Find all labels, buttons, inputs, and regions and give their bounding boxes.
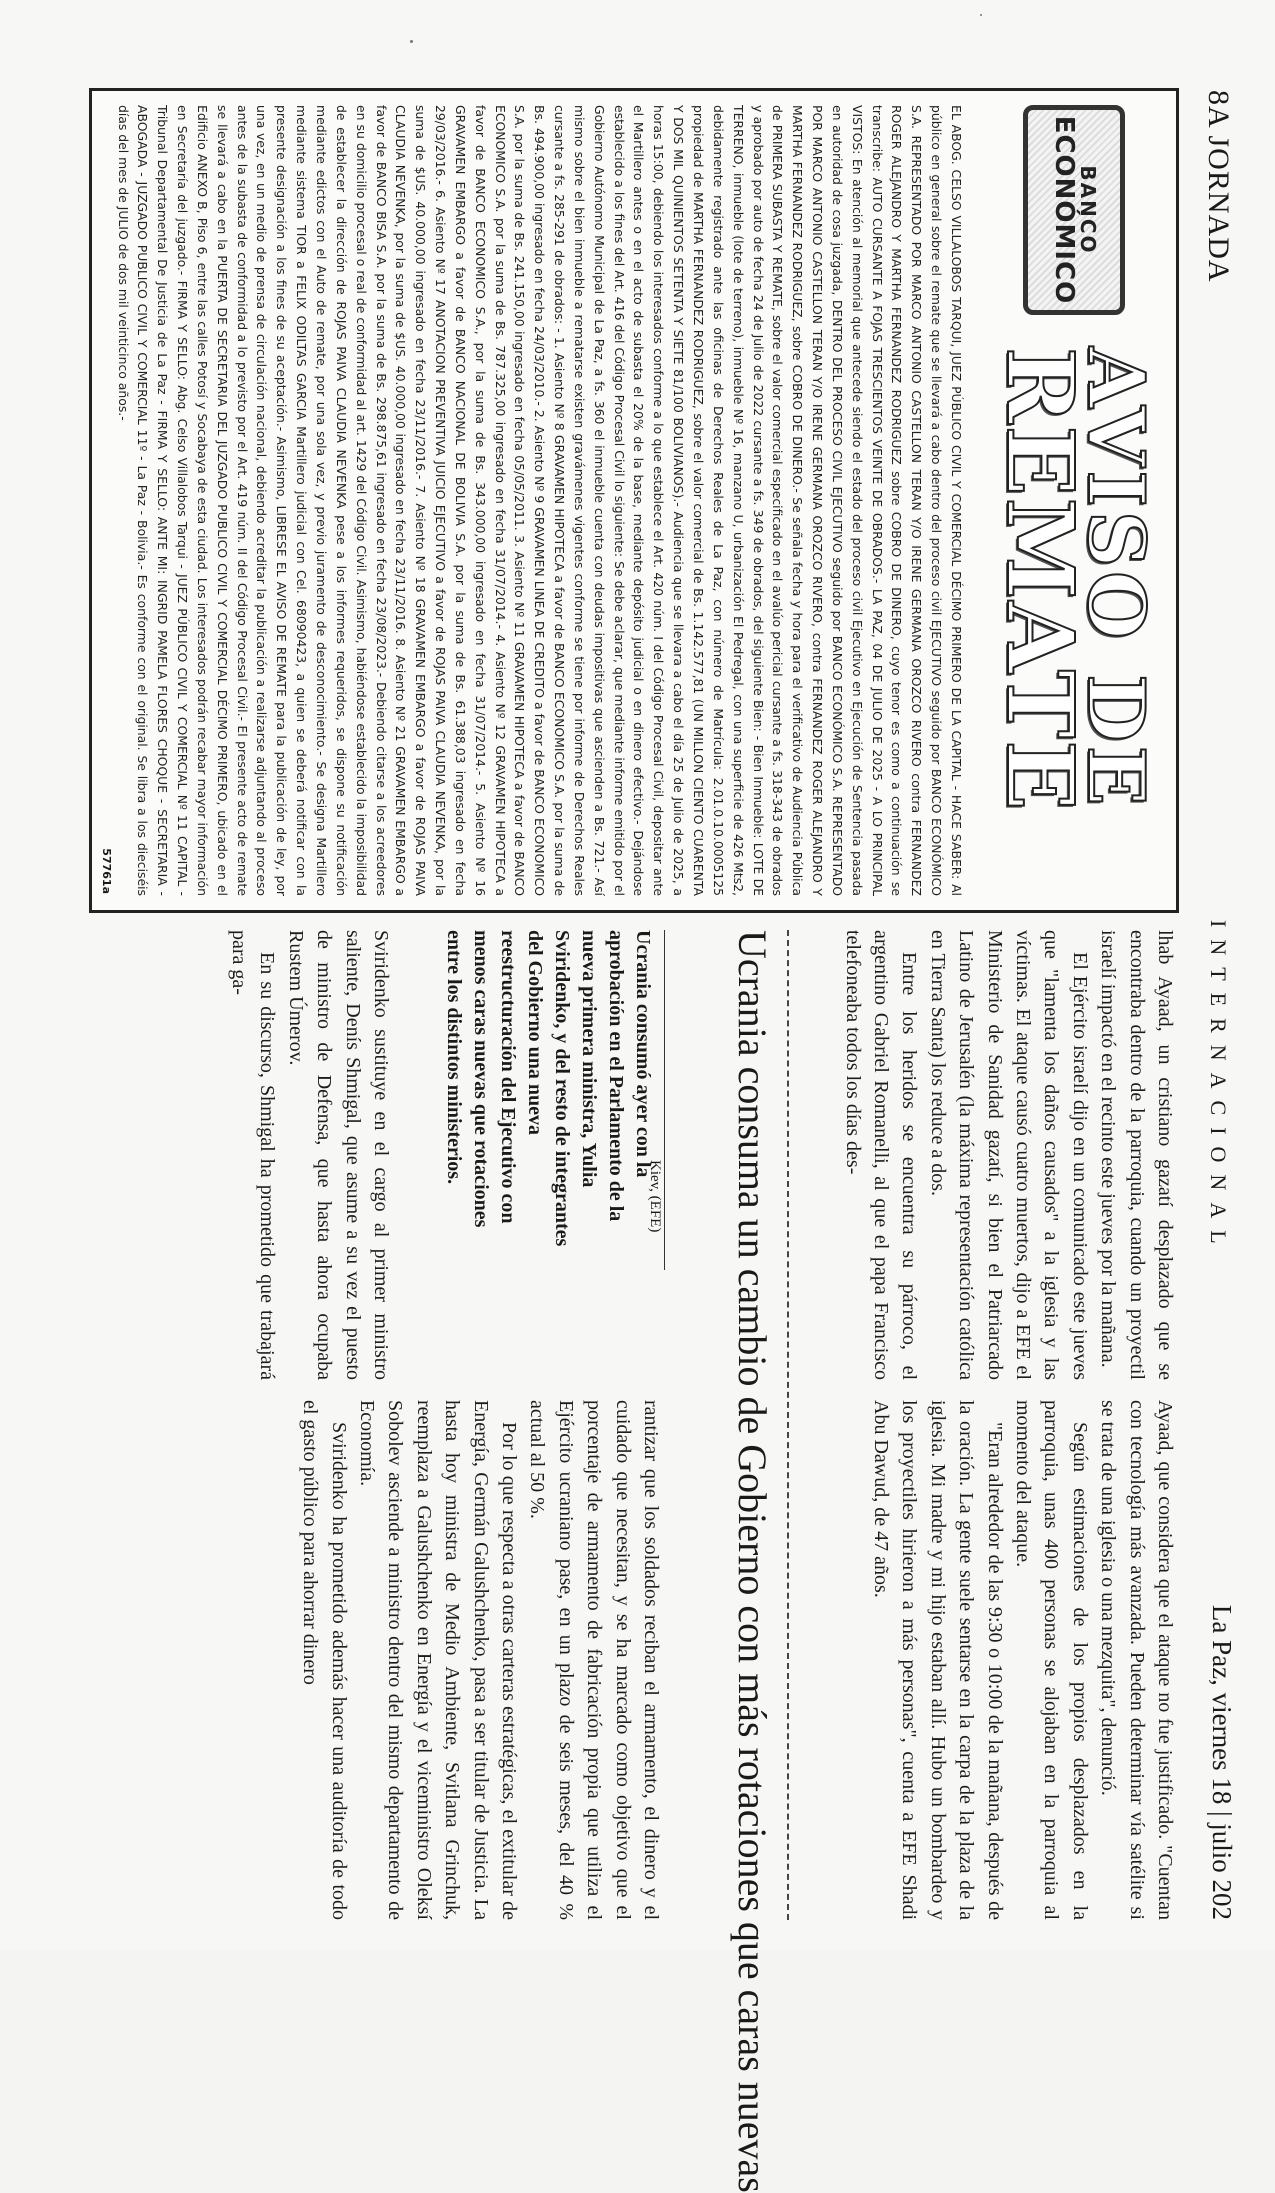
paragraph: Por lo que respecta a otras carteras estratégicas, el extitular de Energía, Germán Galushchenko, pasa a ser titular de Justicia. La hasta hoy ministra de Medio Ambiente, Svitlana Grinchuk, reemplaza a Galushchenko en Energía y el viceministro Oleksí Sobolev asciende a ministro dentro del mismo departamento de Economía.: [356, 1400, 521, 1920]
article-ukraine-column-2: [296, 1400, 665, 1920]
section-label: INTERNACIONAL: [1206, 920, 1231, 1256]
article-divider: [787, 930, 789, 1920]
article-ukraine-column-1: [225, 930, 395, 1380]
notice-title-line2: REMATE: [986, 347, 1095, 813]
article-lede: Ucrania consumó ayer con la aprobación en el Parlamento de la nueva primera ministra, Yulia Sviridenko, y del resto de integrantes del Gobierno una nueva reestructuración del Ejecutivo con menos caras nuevas que rotaciones entre los distintos ministerios.: [440, 930, 665, 1270]
dateline: La Paz, viernes 18 | julio 202: [1207, 1604, 1237, 1920]
paragraph: Sviridenko ha prometido además hacer una auditoría de todo el gasto público para ahorrar dinero: [299, 1400, 350, 1920]
paragraph: Entre los heridos se encuentra su párroco, el argentino Gabriel Romanelli, al que el papa Francisco telefoneaba todos los días des-: [841, 930, 921, 1380]
paragraph: Ayaad, que considera que el ataque no fue justificado. "Cuentan con tecnología más avanzada. Pueden determinar vía satélite si se trata de una iglesia o una mezquita", denunció.: [1097, 1400, 1176, 1920]
notice-reference: 57761a: [100, 848, 113, 894]
article-gaza-column-2: [867, 1400, 1179, 1920]
article-byline: Kiev, (EFE): [647, 1160, 663, 1233]
notice-title-line1: AVISO DE: [1069, 347, 1161, 810]
bank-logo: [1023, 105, 1125, 315]
scan-speck: [980, 14, 982, 16]
bank-logo-line1: BANCO: [1076, 165, 1101, 255]
paragraph: En su discurso, Shmigal ha prometido que trabajará para ga-: [228, 930, 279, 1380]
notice-header: [984, 105, 1164, 896]
article-headline: Ucrania consuma un cambio de Gobierno con más rotaciones que caras nuevas: [730, 930, 775, 2193]
article-gaza-column-1: [838, 930, 1179, 1380]
paragraph: rantizar que los soldados reciban el armamento, el dinero y el cuidado que necesitan, y se ha marcado como objetivo que el porcentaje de armamento de fabricación propia que utiliza el Ejército ucraniano pase, en un plazo de seis meses, del 40 % actual al 50 %.: [526, 1400, 662, 1920]
paragraph: Sviridenko sustituye en el cargo al primer ministro saliente, Denís Shmigal, que asume a su vez el puesto de ministro de Defensa, que hasta ahora ocupaba Rustem Úmerov.: [284, 930, 392, 1380]
paragraph: "Eran alrededor de las 9:30 o 10:00 de la mañana, después de la oración. La gente suele sentarse en la carpa de la plaza de la iglesia. Mi madre y mi hijo estaban allí. Hubo un bombardeo y los proyectiles hirieron a más personas", cuenta a EFE Shadi Abu Dawud, de 47 años.: [870, 1400, 1006, 1920]
notice-title: [986, 347, 1161, 813]
section-title: 8A JORNADA: [1202, 90, 1235, 283]
paragraph: Según estimaciones de los propios desplazados en la parroquia, unas 400 personas se alojaban en la parroquia al momento del ataque.: [1012, 1400, 1091, 1920]
paragraph: El Ejército israelí dijo en un comunicado este jueves que "lamenta los daños causados" a la iglesia y las víctimas. El ataque causó cuatro muertos, dijo a EFE el Ministerio de Sanidad gazatí, si bien el Patriarcado Latino de Jerusalén (la máxima representación católica en Tierra Santa) los reduce a dos.: [926, 930, 1091, 1380]
bank-logo-line2: ECONÓMICO: [1049, 115, 1080, 305]
paragraph: lhab Ayaad, un cristiano gazatí desplazado que se encontraba dentro de la parroquia, cuando un proyectil israelí impactó en el recinto este jueves por la mañana.: [1097, 930, 1176, 1380]
notice-body: EL ABOG. CELSO VILLALOBOS TARQUI, JUEZ PÚBLICO CIVIL Y COMERCIAL DÉCIMO PRIMERO DE LA CAPITAL - HACE SABER: Al público en general sobre el remate que se llevará a cabo dentro del proceso civil EJECUTIVO seguido por BANCO ECONÓMICO S.A. REPRESENTADO POR MARCO ANTONIO CASTELLON TERAN Y/O IRENE GERMANA OROZCO RIVERO contra FERNANDEZ ROGER ALEJANDRO Y MARTHA FERNANDEZ RODRIGUEZ sobre COBRO DE DINERO, cuyo tenor es como a continuación se transcribe: AUTO CURSANTE A FOJAS TRESCIENTOS VEINTE DE OBRADOS.- LA PAZ, 04 DE JULIO DE 2025 - A LO PRINCIPAL VISTOS: En atención al memorial que antecede siendo el estado del proceso civil Ejecutivo en Ejecución de Sentencia pasada en autoridad de cosa juzgada, DENTRO DEL PROCESO CIVIL EJECUTIVO seguido por BANCO ECONÓMICO S.A. REPRESENTADO POR MARCO ANTONIO CASTELLON TERAN Y/O IRENE GERMANA OROZCO RIVERO, contra FERNANDEZ ROGER ALEJANDRO Y MARTHA FERNANDEZ RODRIGUEZ, sobre COBRO DE DINERO.- Se señala fecha y hora para el verificativo de Audiencia Pública de PRIMERA SUBASTA Y REMATE, sobre el valor comercial especificado en el avalúo pericial cursante a fs. 318-343 de obrados y aprobado por auto de fecha 24 de Julio de 2022 cursante a fs. 349 de obrados, del siguiente Bien: - Bien Inmueble: LOTE DE TERRENO, inmueble (lote de terreno), inmueble Nº 16, manzano U, urbanización El Pedregal, con una superficie de 426 Mts2, debidamente registrado ante las oficinas de Derechos Reales de La Paz, con número de Matrícula: 2.01.0.10.0005125 propiedad de MARTHA FERNANDEZ RODRIGUEZ, sobre el valor comercial de Bs. 1.142.577,81 (UN MILLON CIENTO CUARENTA Y DOS MIL QUINIENTOS SETENTA Y SIETE 81/100 BOLIVIANOS).- Audiencia que se llevara a cabo el día 25 de Julio de 2025, a horas 15:00, debiendo los interesados conforme a lo que establece el Art. 420 núm. I del Código Procesal Civil, depositar ante el Martillero antes o en el acto de subasta el 20% de la base, mediante depósito judicial o en dinero efectivo.- Dejándose establecido a los fines del Art. 416 del Código Procesal Civil lo siguiente: Se debe aclarar, que mediante informe emitido por el Gobierno Autónomo Municipal de La Paz, a fs. 360 el inmueble cuenta con deudas impositivas que ascienden a Bs. 721.- Así mismo sobre el bien inmueble a rematarse existen gravámenes vigentes conforme se tiene por informe de Derechos Reales cursante a fs. 285-291 de obrados: - 1. Asiento Nº 8 GRAVAMEN HIPOTECA a favor de BANCO ECONOMICO S.A. por la suma de Bs. 494.900,00 ingresado en fecha 24/03/2010.- 2. Asiento Nº 9 GRAVAMEN LINEA DE CREDITO a favor de BANCO ECONOMICO S.A. por la suma de Bs. 241.150,00 ingresado en fecha 05/05/2011. 3. Asiento Nº 11 GRAVAMEN HIPOTECA a favor de BANCO ECONOMICO S.A. por la suma de Bs. 787.325,00 ingresado en fecha 31/07/2014.- 4. Asiento Nº 12 GRAVAMEN HIPOTECA a favor de BANCO ECONOMICO S.A., por la suma de Bs. 343.000,00 ingresado en fecha 31/07/2014.- 5. Asiento Nº 16 GRAVAMEN EMBARGO a favor de BANCO NACIONAL DE BOLIVIA S.A. por la suma de Bs. 61.388,03 ingresado en fecha 29/03/2016.- 6. Asiento Nº 17 ANOTACION PREVENTIVA JUICIO EJECUTIVO a favor de ROJAS PAIVA CLAUDIA NEVENKA, por la suma de $US. 40.000,00 ingresado en fecha 23/11/2016.- 7. Asiento Nº 18 GRAVAMEN EMBARGO a favor de ROJAS PAIVA CLAUDIA NEVENKA, por la suma de $US. 40.000,00 ingresado en fecha 23/11/2016. 8. Asiento Nº 21 GRAVAMEN EMBARGO a favor de BANCO BISA S.A. por la suma de Bs. 298.875,61 ingresado en fecha 23/08/2023.- Debiendo citarse a los acreedores en su domicilio procesal o real de conformidad al art. 1429 del Código Civil. Asimismo, habiéndose establecido la imposibilidad de establecer la dirección de ROJAS PAIVA CLAUDIA NEVENKA pese a los informes requeridos, se dispone su notificación mediante edictos con el Auto de remate, por una sola vez, y previo juramento de desconocimiento.- Se designa Martillero mediante sistema TIOR a FELIX ODILTAS GARCIA Martillero judicial con Cel. 68090423, a quien se deberá notificar con la presente designación a los fines de su aceptación.- Asimismo, LIBRESE EL AVISO DE REMATE para la publicación de ley, por una vez, en un medio de prensa de circulación nacional, debiendo acreditar la publicación a realizarse adjuntando al proceso antes de la subasta de conformidad a lo previsto por el Art. 419 núm. II del Código Procesal Civil.- El presente acto de remate se llevará a cabo en la PUERTA DE SECRETARIA DEL JUZGADO PUBLICO CIVIL Y COMERCIAL DÉCIMO PRIMERO, ubicado en el Edificio ANEXO B, Piso 6, entre las calles Potosí y Socabaya de esta ciudad. Los interesados podrán recabar mayor información en Secretaría del juzgado.- FIRMA Y SELLO: Abg. Celso Villalobos Tarqui - JUEZ PÚBLICO CIVIL Y COMERCIAL Nº 11 CAPITAL - Tribunal Departamental De Justicia de La Paz - FIRMA Y SELLO: ANTE MI: INGRID PAMELA FLORES CHOQUE - SECRETARIA - ABOGADA - JUZGADO PUBLICO CIVIL Y COMERCIAL 11º - La Paz - Bolivia.- Es conforme con el original. Se libra a los dieciséis días del mes de JULIO de dos mil veinticinco años.-: [115, 105, 964, 896]
scan-speck: [410, 40, 413, 43]
auction-notice: [89, 88, 1179, 913]
